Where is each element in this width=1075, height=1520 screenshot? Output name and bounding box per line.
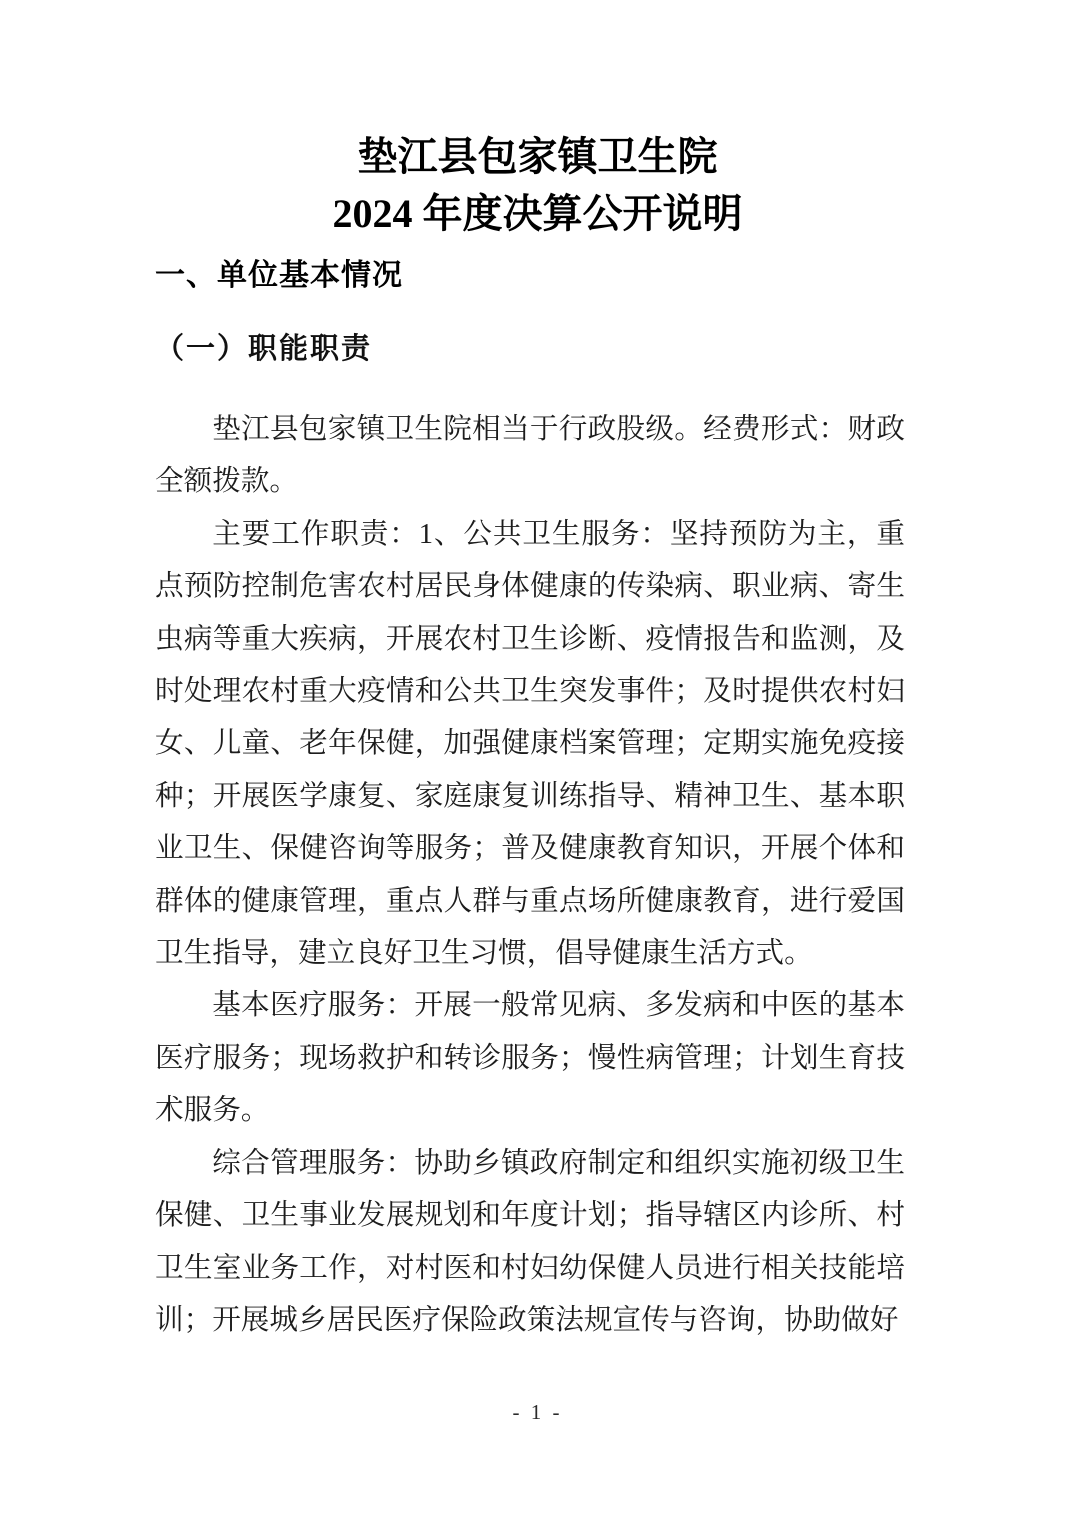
document-title <box>0 128 1075 242</box>
page-number: - 1 - <box>512 1400 563 1424</box>
paragraph-comprehensive-management: 综合管理服务：协助乡镇政府制定和组织实施初级卫生保健、卫生事业发展规划和年度计划；指导辖区内诊所、村卫生室业务工作，对村医和村妇幼保健人员进行相关技能培训；开展城乡居民医疗保险政策法规宣传与咨询，协助做好 <box>155 1147 905 1336</box>
subsection-heading-duties: （一）职能职责 <box>155 333 373 365</box>
paragraph-public-health-duties: 主要工作职责：1、公共卫生服务：坚持预防为主，重点预防控制危害农村居民身体健康的传染病、职业病、寄生虫病等重大疾病，开展农村卫生诊断、疫情报告和监测，及时处理农村重大疫情和公共卫生突发事件；及时提供农村妇女、儿童、老年保健，加强健康档案管理；定期实施免疫接种；开展医学康复、家庭康复训练指导、精神卫生、基本职业卫生、保健咨询等服务；普及健康教育知识，开展个体和群体的健康管理，重点人群与重点场所健康教育，进行爱国卫生指导，建立良好卫生习惯，倡导健康生活方式。 <box>155 518 905 970</box>
title-line-2: 2024 年度决算公开说明 <box>332 191 743 236</box>
document-body <box>155 258 905 1347</box>
title-line-1: 垫江县包家镇卫生院 <box>357 134 718 179</box>
paragraph-basic-medical-services: 基本医疗服务：开展一般常见病、多发病和中医的基本医疗服务；现场救护和转诊服务；慢性病管理；计划生育技术服务。 <box>155 990 905 1127</box>
paragraph-funding-form: 垫江县包家镇卫生院相当于行政股级。经费形式：财政全额拨款。 <box>155 414 905 498</box>
section-heading-basic-info: 一、单位基本情况 <box>155 259 403 292</box>
body-paragraphs <box>155 404 905 1347</box>
